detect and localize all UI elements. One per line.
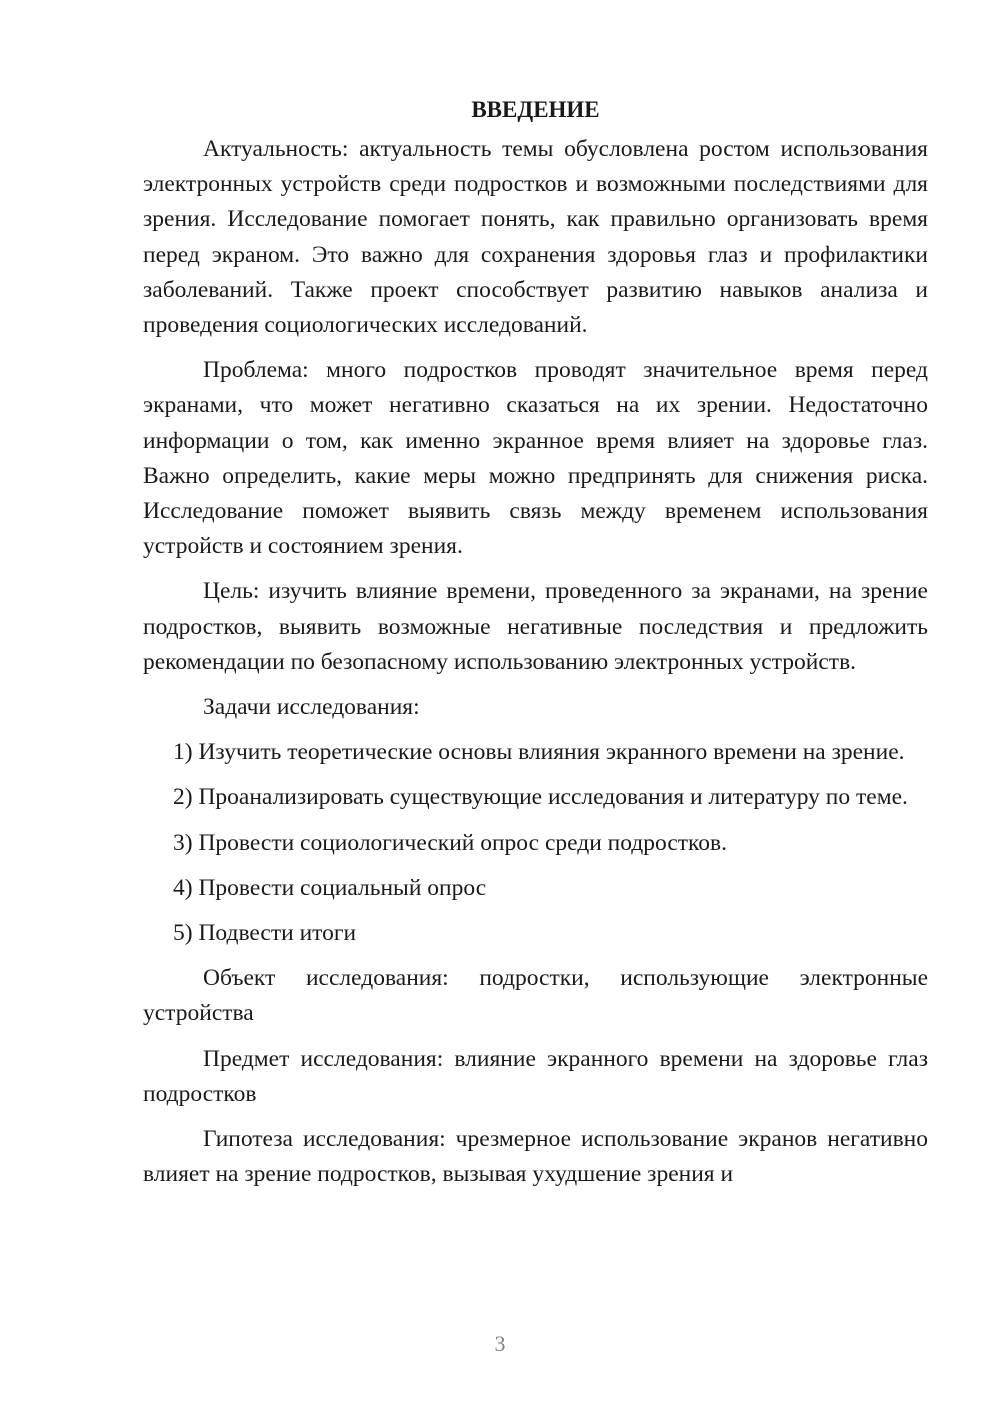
paragraph-object: Объект исследования: подростки, использующие электронные устройства — [143, 965, 928, 1027]
task-item: 2) Проанализировать существующие исследования и литературу по теме. — [173, 784, 908, 811]
page-content — [143, 92, 928, 1202]
tasks-title: Задачи исследования: — [203, 694, 420, 721]
paragraph-goal: Цель: изучить влияние времени, проведенного за экранами, на зрение подростков, выявить возможные негативные последствия и предложить рекомендации по безопасному использованию электронных устройств. — [143, 578, 928, 675]
page-number: 3 — [494, 1331, 506, 1356]
task-item: 3) Провести социологический опрос среди подростков. — [173, 829, 727, 856]
paragraph-subject: Предмет исследования: влияние экранного времени на здоровье глаз подростков — [143, 1045, 928, 1107]
task-item: 5) Подвести итоги — [173, 920, 357, 947]
paragraph-problem: Проблема: много подростков проводят значительное время перед экранами, что может негативно сказаться на их зрении. Недостаточно информации о том, как именно экранное время влияет на здоровье глаз. Важно определить, какие меры можно предпринять для снижения риска. Исследование поможет выявить связь между временем использования устройств и состоянием зрения. — [143, 357, 928, 560]
task-item: 1) Изучить теоретические основы влияния экранного времени на зрение. — [173, 739, 905, 766]
section-heading: ВВЕДЕНИЕ — [471, 97, 600, 122]
paragraph-hypothesis: Гипотеза исследования: чрезмерное использование экранов негативно влияет на зрение подростков, вызывая ухудшение зрения и — [143, 1126, 928, 1188]
paragraph-relevance: Актуальность: актуальность темы обусловлена ростом использования электронных устройств среди подростков и возможными последствиями для зрения. Исследование помогает понять, как правильно организовать время перед экраном. Это важно для сохранения здоровья глаз и профилактики заболеваний. Также проект способствует развитию навыков анализа и проведения социологических исследований. — [143, 136, 928, 339]
task-item: 4) Провести социальный опрос — [173, 874, 487, 901]
